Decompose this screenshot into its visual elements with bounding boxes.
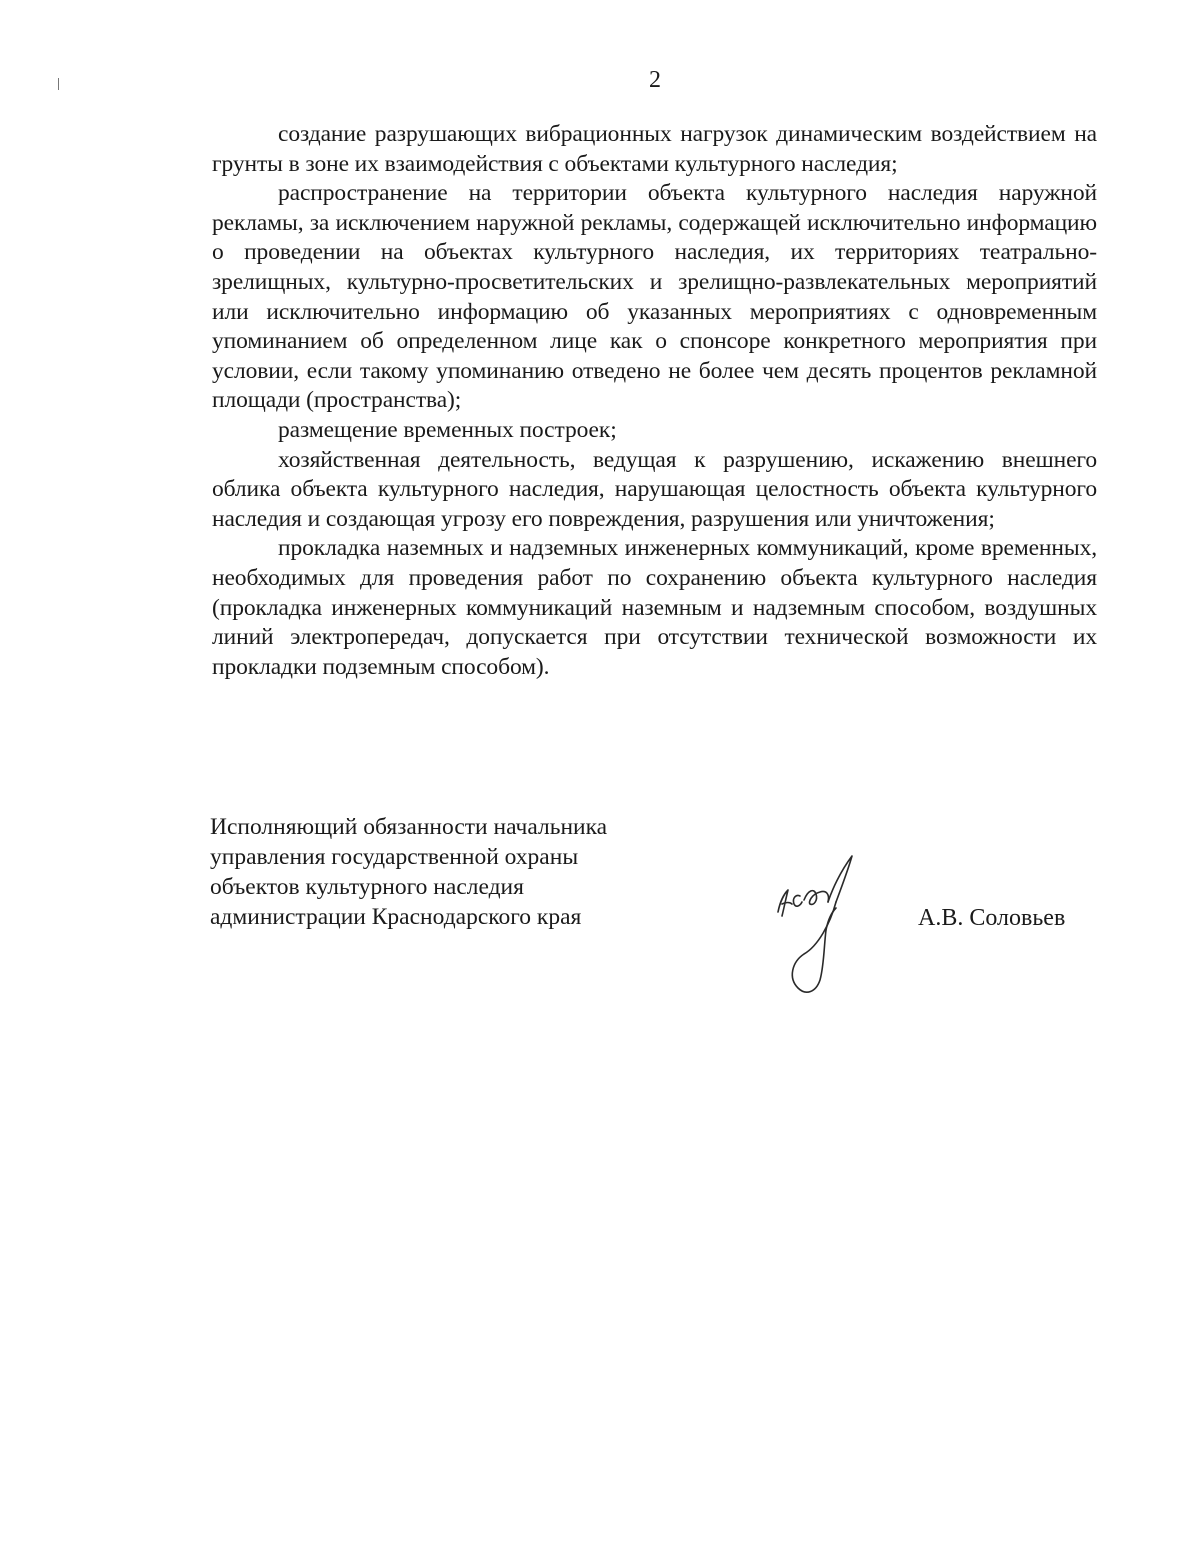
paragraph-economic-activity: хозяйственная деятельность, ведущая к разрушению, искажению внешнего облика объекта культурного наследия, нарушающая целостность объекта культурного наследия и создающая угрозу его повреждения, разрушения или уничтожения;: [212, 446, 1097, 532]
position-line: администрации Краснодарского края: [210, 904, 582, 930]
position-line: объектов культурного наследия: [210, 874, 524, 900]
paragraph-vibration-loads: создание разрушающих вибрационных нагрузок динамическим воздействием на грунты в зоне их взаимодействия с объектами культурного наследия;: [212, 121, 1097, 177]
position-line: управления государственной охраны: [210, 844, 579, 870]
paragraph-utility-lines: прокладка наземных и надземных инженерных коммуникаций, кроме временных, необходимых для проведения работ по сохранению объекта культурного наследия (прокладка инженерных коммуникаций наземным и надземным способом, воздушных линий электропередач, допускается при отсутствии технической возможности их прокладки подземным способом).: [212, 535, 1097, 680]
handwritten-signature-icon: [770, 850, 870, 1000]
signer-name: А.В. Соловьев: [918, 905, 1066, 931]
page-number: 2: [649, 67, 661, 93]
signatory-position: [210, 812, 670, 932]
paragraph-outdoor-advertising: распространение на территории объекта культурного наследия наружной рекламы, за исключением наружной рекламы, содержащей исключительно информацию о проведении на объектах культурного наследия, их территориях театрально-зрелищных, культурно-просветительских и зрелищно-развлекательных мероприятий или исключительно информацию об указанных мероприятиях с одновременным упоминанием об определенном лице как о спонсоре конкретного мероприятия при условии, если такому упоминанию отведено не более чем десять процентов рекламной площади (пространства);: [212, 180, 1097, 414]
paragraph-temporary-buildings: размещение временных построек;: [278, 416, 617, 443]
document-body: [212, 120, 1097, 682]
scan-margin-mark: [58, 78, 59, 90]
position-line: Исполняющий обязанности начальника: [210, 814, 608, 840]
